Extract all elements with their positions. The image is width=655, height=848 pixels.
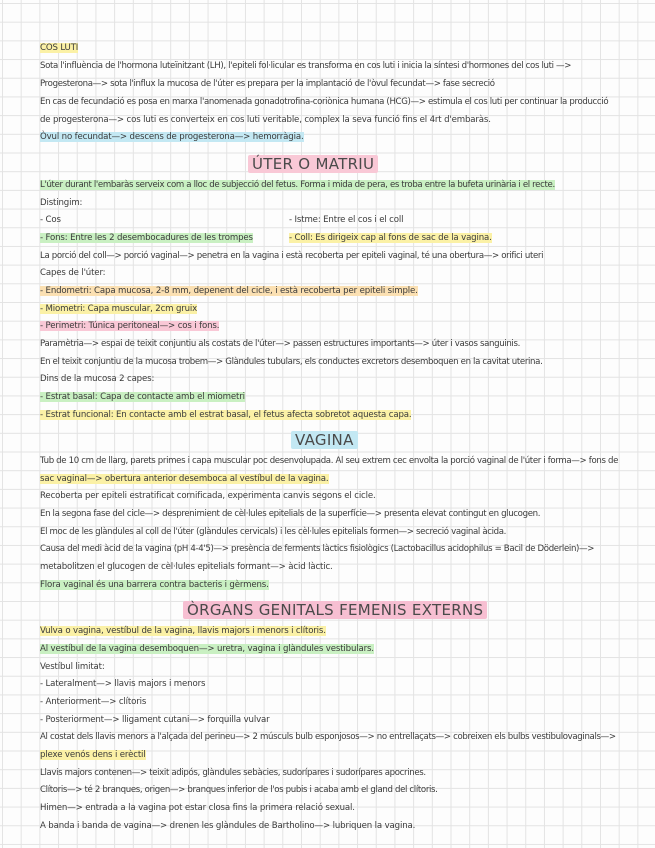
list-item: - Cos (40, 215, 61, 225)
list-item: - Estrat basal: Capa de contacte amb el miometri (40, 392, 245, 402)
text-line: Flora vaginal és una barrera contra bacteris i gèrmens. (40, 580, 269, 590)
list-item: - Fons: Entre les 2 desembocadures de les trompes (40, 233, 253, 243)
text-line: Dins de la mucosa 2 capes: (40, 374, 155, 384)
text-line: En la segona fase del cicle—> desprenimient de cèl·lules epitelials de la superfície—> presenta elevat contingut en glucogen. (40, 509, 541, 519)
text-line: Causa del medi àcid de la vagina (pH 4-4'5)—> presència de ferments làctics fisiològics (Lactobacillus acidophilus = Bacil de Döderlein)—> (40, 544, 595, 554)
text-line: Vulva o vagina, vestíbul de la vagina, llavis majors i menors i clítoris. (40, 626, 326, 636)
list-item: - Miometri: Capa muscular, 2cm gruix (40, 304, 198, 314)
text-line: El moc de les glàndules al coll de l'úter (glàndules cervicals) i les cèl·lules epitelials formen—> secreció vaginal àcida. (40, 527, 507, 537)
text-line: Clítoris—> té 2 branques, origen—> branques inferior de l'os pubis i acaba amb el gland del clítoris. (40, 785, 438, 795)
section-heading-vagina: VAGINA (291, 431, 358, 449)
text-line: Distingim: (40, 198, 83, 208)
list-item: - Estrat funcional: En contacte amb el estrat basal, el fetus afecta sobretot aquesta capa. (40, 410, 412, 420)
text-line: plexe venós dens i erèctil (40, 750, 146, 760)
section-heading-cos-luti: COS LUTI (40, 43, 79, 53)
section-heading-organs-externs: ÒRGANS GENITALS FEMENIS EXTERNS (183, 601, 487, 619)
text-line: Himen—> entrada a la vagina pot estar closa fins la primera relació sexual. (40, 803, 355, 813)
text-line: Paramètria—> espai de teixit conjuntiu als costats de l'úter—> passen estructures importants—> úter i vasos sanguinis. (40, 339, 520, 349)
text-line: de progesterona—> cos luti es converteix en cos luti veritable, complex la seva funció fins el 4rt d'embaràs. (40, 115, 491, 125)
list-item: - Coll: Es dirigeix cap al fons de sac de la vagina. (289, 233, 492, 243)
text-line: A banda i banda de vagina—> drenen les glàndules de Bartholino—> lubriquen la vagina. (40, 821, 416, 831)
text-line: Vestíbul limitat: (40, 662, 105, 672)
text-line: Òvul no fecundat—> descens de progesterona—> hemorràgia. (40, 132, 304, 142)
text-line: Progesterona—> sota l'influx la mucosa de l'úter es prepara per la implantació de l'òvul fecundat—> fase secreció (40, 79, 495, 89)
text-line: Al costat dels llavis menors a l'alçada del perineu—> 2 músculs bulb esponjosos—> no entrellaçats—> cobreixen els bulbs vestibulovaginals—> (40, 732, 616, 742)
text-line: Al vestíbul de la vagina desemboquen—> uretra, vagina i glàndules vestibulars. (40, 644, 374, 654)
list-item: - Posteriorment—> lligament cutani—> forquilla vulvar (40, 715, 270, 725)
list-item: - Lateralment—> llavis majors i menors (40, 679, 206, 689)
text-line: En el teixit conjuntiu de la mucosa trobem—> Glàndules tubulars, els conductes excretors desemboquen en la cavitat uterina. (40, 357, 543, 367)
text-line: L'úter durant l'embaràs serveix com a lloc de subjecció del fetus. Forma i mida de pera, es troba entre la bufeta urinària i el recte. (40, 180, 555, 190)
text-line: En cas de fecundació es posa en marxa l'anomenada gonadotrofina-coriònica humana (HCG)—> estimula el cos luti per continuar la producció (40, 97, 609, 107)
text-line: Llavis majors contenen—> teixit adipós, glàndules sebàcies, sudorípares i sudorípares apocrines. (40, 768, 426, 778)
text-line: sac vaginal—> obertura anterior desemboca al vestíbul de la vagina. (40, 474, 329, 484)
list-item: - Endometri: Capa mucosa, 2-8 mm, depenent del cicle, i està recoberta per epiteli simple. (40, 286, 418, 296)
text-line: La porció del coll—> porció vaginal—> penetra en la vagina i està recoberta per epiteli vaginal, té una obertura—> orifici uteri (40, 251, 544, 261)
list-item: - Anteriorment—> clítoris (40, 697, 147, 707)
text-line: Capes de l'úter: (40, 268, 106, 278)
text-line: metabolitzen el glucogen de cèl·lules epitelials formant—> àcid làctic. (40, 562, 333, 572)
list-item: - Istme: Entre el cos i el coll (289, 215, 404, 225)
list-item: - Perimetri: Túnica peritoneal—> cos i fons. (40, 321, 220, 331)
text-line: Tub de 10 cm de llarg, parets primes i capa muscular poc desenvolupada. Al seu extrem cec envolta la porció vaginal de l'úter i forma—> fons de (40, 456, 619, 466)
section-heading-uter: ÚTER O MATRIU (248, 155, 378, 173)
text-line: Recoberta per epiteli estratificat cornificada, experimenta canvis segons el cicle. (40, 491, 376, 501)
text-line: Sota l'influència de l'hormona luteïnitzant (LH), l'epiteli fol·licular es transforma en cos luti i inicia la síntesi d'hormones del cos luti —> (40, 61, 572, 71)
